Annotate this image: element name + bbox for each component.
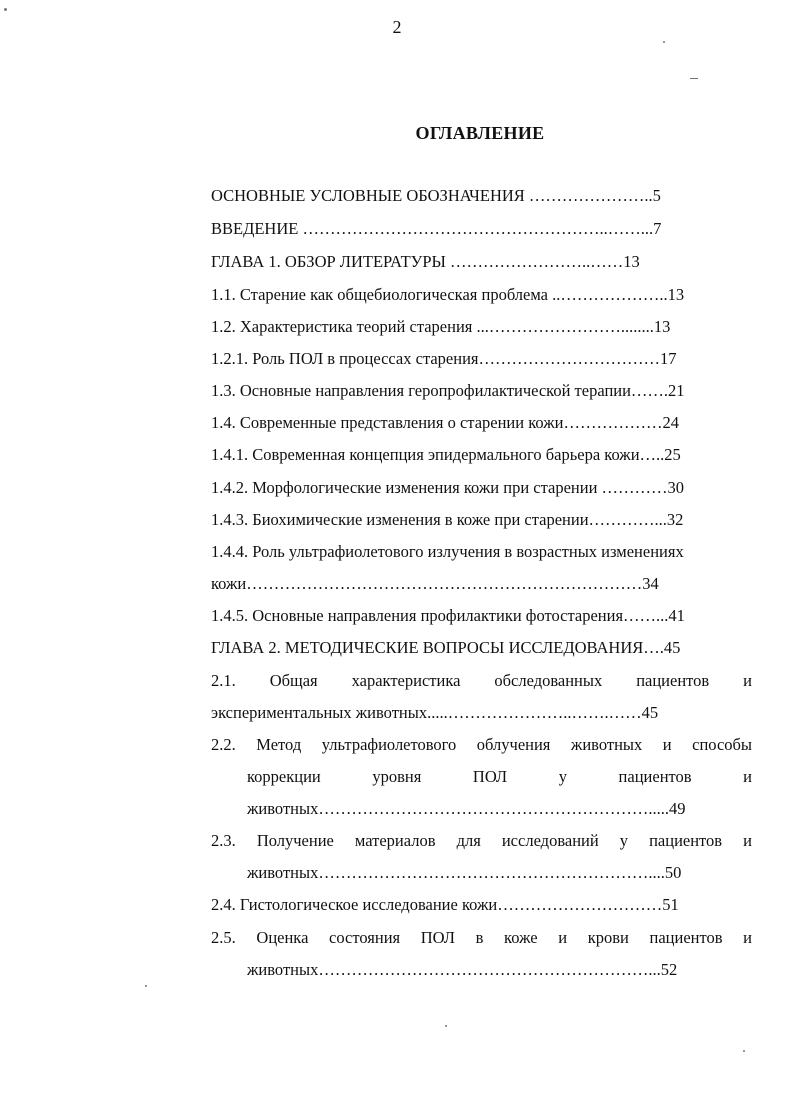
- toc-entry: 2.2. Метод ультрафиолетового облучения животных и способы: [211, 735, 752, 754]
- toc-entry: коррекции уровня ПОЛ у пациентов и: [247, 767, 752, 786]
- toc-entry: 1.1. Старение как общебиологическая проблема ..………………..13: [211, 285, 685, 304]
- toc-entry: животных……………………………………………………....50: [247, 863, 682, 882]
- scan-speck: [145, 985, 147, 987]
- scan-speck: [663, 41, 665, 43]
- page-title: ОГЛАВЛЕНИЕ: [415, 123, 545, 143]
- toc-entry: 1.4.5. Основные направления профилактики фотостарения……...41: [211, 606, 685, 625]
- toc-entry: ВВЕДЕНИЕ ………………………………………………..……...7: [211, 219, 662, 238]
- toc-entry: 1.4.2. Морфологические изменения кожи при старении …………30: [211, 478, 685, 497]
- toc-entry: 1.4.3. Биохимические изменения в коже при старении…………...32: [211, 510, 684, 529]
- toc-entry: 2.1. Общая характеристика обследованных пациентов и: [211, 671, 752, 690]
- toc-entry: экспериментальных животных.....…………………..…….……45: [211, 703, 659, 722]
- page-number: 2: [392, 17, 402, 37]
- scan-speck: [743, 1050, 745, 1052]
- scan-speck: [690, 78, 698, 79]
- scan-speck: [4, 8, 7, 11]
- toc-entry: ОСНОВНЫЕ УСЛОВНЫЕ ОБОЗНАЧЕНИЯ …………………..5: [211, 186, 661, 205]
- toc-entry: 1.4. Современные представления о старении кожи………………24: [211, 413, 679, 432]
- toc-entry: 1.4.1. Современная концепция эпидермального барьера кожи…..25: [211, 445, 681, 464]
- toc-entry: 1.2. Характеристика теорий старения ...……………………........13: [211, 317, 671, 336]
- toc-entry: 1.4.4. Роль ультрафиолетового излучения в возрастных изменениях: [211, 542, 684, 561]
- toc-entry: 1.2.1. Роль ПОЛ в процессах старения……………………………17: [211, 349, 677, 368]
- scan-speck: [445, 1025, 447, 1027]
- toc-entry: 2.5. Оценка состояния ПОЛ в коже и крови пациентов и: [211, 928, 752, 947]
- toc-entry: животных……………………………………………………...52: [247, 960, 678, 979]
- toc-entry: 2.4. Гистологическое исследование кожи…………………………51: [211, 895, 679, 914]
- toc-entry: ГЛАВА 2. МЕТОДИЧЕСКИЕ ВОПРОСЫ ИССЛЕДОВАНИЯ….45: [211, 638, 681, 657]
- toc-entry: 1.3. Основные направления геропрофилактической терапии…….21: [211, 381, 685, 400]
- toc-entry: 2.3. Получение материалов для исследований у пациентов и: [211, 831, 752, 850]
- toc-entry: ГЛАВА 1. ОБЗОР ЛИТЕРАТУРЫ ……………………..……13: [211, 252, 640, 271]
- toc-entry: животных…………………………………………………….....49: [247, 799, 686, 818]
- toc-entry: кожи………………………………………………………………34: [211, 574, 659, 593]
